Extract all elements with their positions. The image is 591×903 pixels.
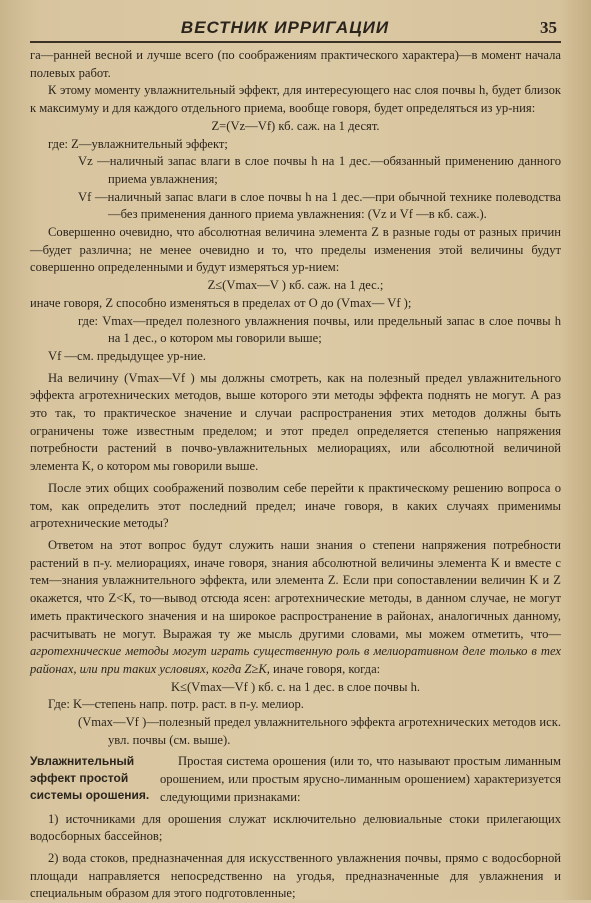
paragraph: Совершенно очевидно, что абсолютная величина элемента Z в разные годы от разных причин—будет различна; не менее очевидно и то, что пределы изменения этой величины будут совершенно определенными и будут измеряться ур-нием: [30,225,561,275]
page-number: 35 [540,18,557,37]
formula: Z=(Vz—Vf) кб. саж. на 1 десят. [211,118,380,133]
paragraph: После этих общих соображений позволим себе перейти к практическому решению вопроса о том, как определить этот последний предел; иначе говоря, в каких случаях применимы агротехнические методы? [30,480,561,531]
list-item: 2) вода стоков, предназначенная для искусственного увлажнения почвы, прямо с водосборной площади направляется непосредственно на угодья, предназначенные для увлажнения и специальным образом для этого подготовленные; [30,850,561,901]
formula: Z≤(Vmax—V ) кб. саж. на 1 дес.; [207,278,384,293]
paragraph: Простая система орошения (или то, что называют простым лиманным орошением, или простым ярусно-лиманным орошением) характеризуется следующими признаками: [160,754,561,804]
paragraph: га—ранней весной и лучше всего (по соображениям практического характера)—в момент начала полевых работ. [30,48,561,80]
paragraph-text: Ответом на этот вопрос будут служить наши знания о степени напряжения потребности растений в п-у. мелиорациях, иначе говоря, знания абсолютной величины элемента K и вместе с тем—знания увлажнительного эффекта, или элемента Z. Если при сопоставлении величин K и Z окажется, что Z<K, то—вывод отсюда ясен: агротехнические методы, в данном случае, не могут иметь практического значения и на широкое распространение в районах, аналогичных данному, расчитывать не могут. Выражая ту же мысль другими словами, мы можем отметить, что— [30,537,561,641]
paragraph: На величину (Vmax—Vf ) мы должны смотреть, как на полезный предел увлажнительного эффекта агротехнических методов, выше которого эти методы эффекта поднять не могут. А раз это так, то практическое значение и случаи распространения этих методов должны быть ограничены тоже известным пределом; и этот предел определяется степенью напряжения потребности растений в почво-увлажнительных мелиорациях, или абсолютной величиной элемента K, о котором мы говорили выше. [30,370,561,474]
paragraph: иначе говоря, Z способно изменяться в пределах от O до (Vmax— Vf ); [30,295,412,310]
definition: Vf —наличный запас влаги в слое почвы h на 1 дес.—при обычной технике полеводства—без применения данного приема увлажнения: (Vz и Vf —в кб. саж.). [78,189,561,222]
paragraph: К этому моменту увлажнительный эффект, для интересующего нас слоя почвы h, будет близок к максимуму и для каждого отдельного приема, вообще говоря, будет определяться из ур-ния: [30,83,561,116]
definition: Vf —см. предыдущее ур-ние. [48,348,206,363]
formula: K≤(Vmax—Vf ) кб. с. на 1 дес. в слое почвы h. [170,679,421,694]
running-header [30,12,561,43]
definition: Vz —наличный запас влаги в слое почвы h на 1 дес.—обязанный применению данного приема увлажнения; [78,154,561,186]
list-item: 1) источниками для орошения служат исключительно делювиальные стоки прилегающих водосборных бассейнов; [30,811,561,844]
definition: (Vmax—Vf )—полезный предел увлажнительного эффекта агротехнических методов иск. увл. почвы (см. выше). [78,715,561,747]
journal-title: ВЕСТНИК ИРРИГАЦИИ [180,18,390,37]
paragraph [30,537,561,679]
side-heading: Увлажнительный эффект простой системы орошения. [30,754,150,803]
emphasized-text: агротехнические методы могут играть существенную роль в мелиоративном деле только в тех районах, или при таких условиях, когда Z≥K, [30,644,561,676]
section [30,753,561,806]
definition: где: Vmax—предел полезного увлажнения почвы, или предельный запас в слое почвы h на 1 дес., о котором мы говорили выше; [78,313,561,346]
definition: где: Z—увлажнительный эффект; [48,136,228,151]
paragraph-text: иначе говоря, когда: [269,661,381,676]
definition: Где: K—степень напр. потр. раст. в п-у. мелиор. [48,697,304,712]
